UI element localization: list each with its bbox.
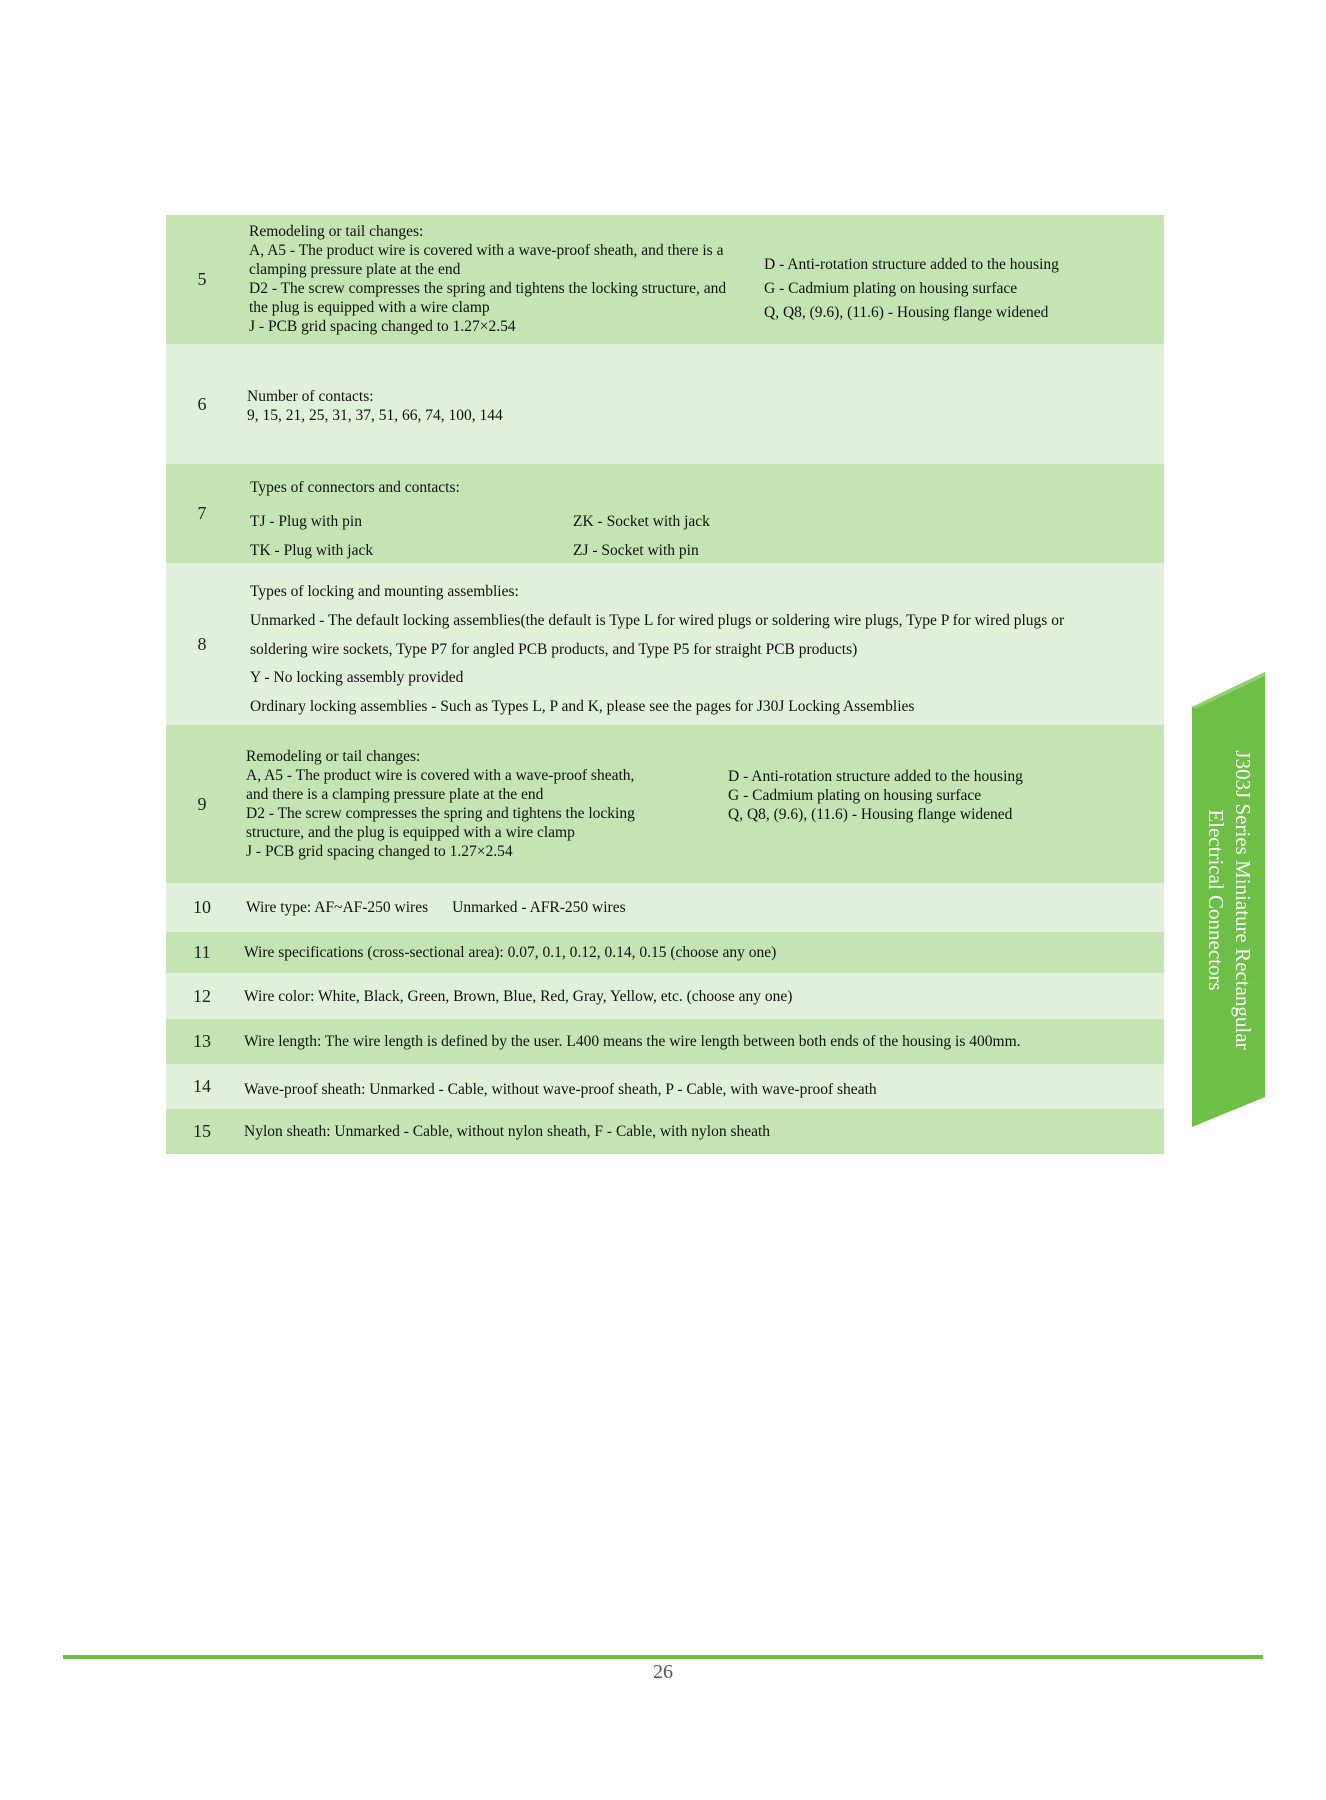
table-row [166, 344, 1164, 464]
text-line: G - Cadmium plating on housing surface [764, 280, 1018, 297]
connector-types-heading: Types of connectors and contacts: [250, 479, 460, 496]
text-line: clamping pressure plate at the end [249, 261, 461, 278]
text-line: Remodeling or tail changes: [246, 748, 421, 765]
table-row [166, 725, 1164, 883]
text-line: Types of locking and mounting assemblies: [250, 583, 519, 600]
text-line: Unmarked - The default locking assemblies(the default is Type L for wired plugs or soldering wire plugs, Type P for wired plugs or [250, 611, 1065, 629]
text-line: J - PCB grid spacing changed to 1.27×2.54 [246, 843, 513, 860]
text-line: Y - No locking assembly provided [250, 669, 464, 687]
side-tab-line: J303J Series Miniature Rectangular [1230, 749, 1255, 1050]
text-line: D - Anti-rotation structure added to the housing [728, 768, 1023, 785]
spec-table [166, 215, 1164, 1154]
remodeling-right-column [728, 767, 1023, 824]
row-number: 11 [193, 942, 211, 962]
text-line: A, A5 - The product wire is covered with a wave-proof sheath, [246, 767, 635, 784]
table-row [166, 1109, 1164, 1154]
text-line: A, A5 - The product wire is covered with a wave-proof sheath, and there is a [249, 242, 724, 259]
side-tab-title [1202, 700, 1256, 1100]
row-content [238, 725, 1164, 883]
table-row [166, 1064, 1164, 1109]
row-content [238, 563, 1164, 725]
text-line: Number of contacts: [247, 388, 374, 405]
text-line: Ordinary locking assemblies - Such as Types L, P and K, please see the pages for J30J Locking Assemblies [250, 698, 915, 716]
table-row [166, 464, 1164, 563]
locking-assemblies-text [250, 578, 1064, 722]
wire-type-text [238, 883, 1164, 932]
text-line: 9, 15, 21, 25, 31, 37, 51, 66, 74, 100, 144 [247, 407, 503, 424]
row-number: 10 [193, 897, 211, 917]
wire-color-text: Wire color: White, Black, Green, Brown, Blue, Red, Gray, Yellow, etc. (choose any one) [244, 987, 793, 1005]
row-number: 12 [193, 985, 211, 1006]
row-number: 7 [197, 503, 207, 523]
table-row [166, 1019, 1164, 1064]
row-content [238, 344, 1164, 464]
text-line: ZK - Socket with jack [573, 513, 710, 530]
text-line: ZJ - Socket with pin [573, 542, 699, 559]
wire-spec-text: Wire specifications (cross-sectional area): 0.07, 0.1, 0.12, 0.14, 0.15 (choose any one) [244, 944, 777, 961]
text-line: TJ - Plug with pin [250, 513, 362, 530]
text-line: D2 - The screw compresses the spring and tightens the locking [246, 805, 635, 822]
row-number: 13 [193, 1031, 211, 1051]
remodeling-right-column [764, 253, 1059, 325]
row-content [238, 1019, 1164, 1064]
connector-types-col1 [250, 507, 373, 565]
footer-rule [63, 1655, 1263, 1659]
side-tab [1192, 672, 1265, 1127]
table-row [166, 883, 1164, 932]
row-content [238, 932, 1164, 973]
row-content [238, 464, 1164, 563]
row-content [238, 883, 1164, 932]
side-tab-line: Electrical Connectors [1203, 808, 1228, 991]
row-number: 8 [197, 633, 207, 654]
page-number: 26 [653, 1661, 673, 1683]
remodeling-left-column [246, 747, 635, 861]
row-number: 5 [197, 269, 207, 289]
text-line: soldering wire sockets, Type P7 for angled PCB products, and Type P5 for straight PCB products) [250, 640, 858, 658]
text-line: and there is a clamping pressure plate at the end [246, 786, 544, 803]
remodeling-left-column [249, 222, 726, 336]
row-content [238, 1064, 1164, 1109]
text-line: Q, Q8, (9.6), (11.6) - Housing flange widened [764, 304, 1049, 321]
text-line: Remodeling or tail changes: [249, 223, 424, 240]
row-content [238, 973, 1164, 1019]
nylon-sheath-text: Nylon sheath: Unmarked - Cable, without nylon sheath, F - Cable, with nylon sheath [244, 1123, 771, 1140]
text-line: structure, and the plug is equipped with a wire clamp [246, 824, 575, 841]
text-line: G - Cadmium plating on housing surface [728, 787, 982, 804]
text-line: Wire type: AF~AF-250 wires [246, 899, 429, 916]
table-row [166, 932, 1164, 973]
text-line: TK - Plug with jack [250, 542, 374, 559]
text-line: D - Anti-rotation structure added to the housing [764, 256, 1059, 273]
table-row [166, 563, 1164, 725]
row-number: 14 [193, 1076, 211, 1096]
wire-length-text: Wire length: The wire length is defined by the user. L400 means the wire length between both ends of the housing is 400mm. [244, 1033, 1021, 1050]
text-line: J - PCB grid spacing changed to 1.27×2.54 [249, 318, 516, 335]
text-line: the plug is equipped with a wire clamp [249, 299, 490, 316]
wave-proof-sheath-text: Wave-proof sheath: Unmarked - Cable, without wave-proof sheath, P - Cable, with wave-proof sheath [244, 1081, 877, 1098]
contacts-text [247, 387, 503, 425]
text-line: Unmarked - AFR-250 wires [452, 899, 626, 916]
table-row [166, 973, 1164, 1019]
row-number: 9 [197, 793, 207, 814]
text-line: Q, Q8, (9.6), (11.6) - Housing flange widened [728, 806, 1013, 823]
text-line: D2 - The screw compresses the spring and tightens the locking structure, and [249, 280, 727, 297]
table-row [166, 215, 1164, 344]
row-content [238, 215, 1164, 344]
row-number: 6 [197, 393, 207, 414]
row-content [238, 1109, 1164, 1154]
row-number: 15 [193, 1121, 211, 1141]
connector-types-col2 [573, 507, 710, 565]
